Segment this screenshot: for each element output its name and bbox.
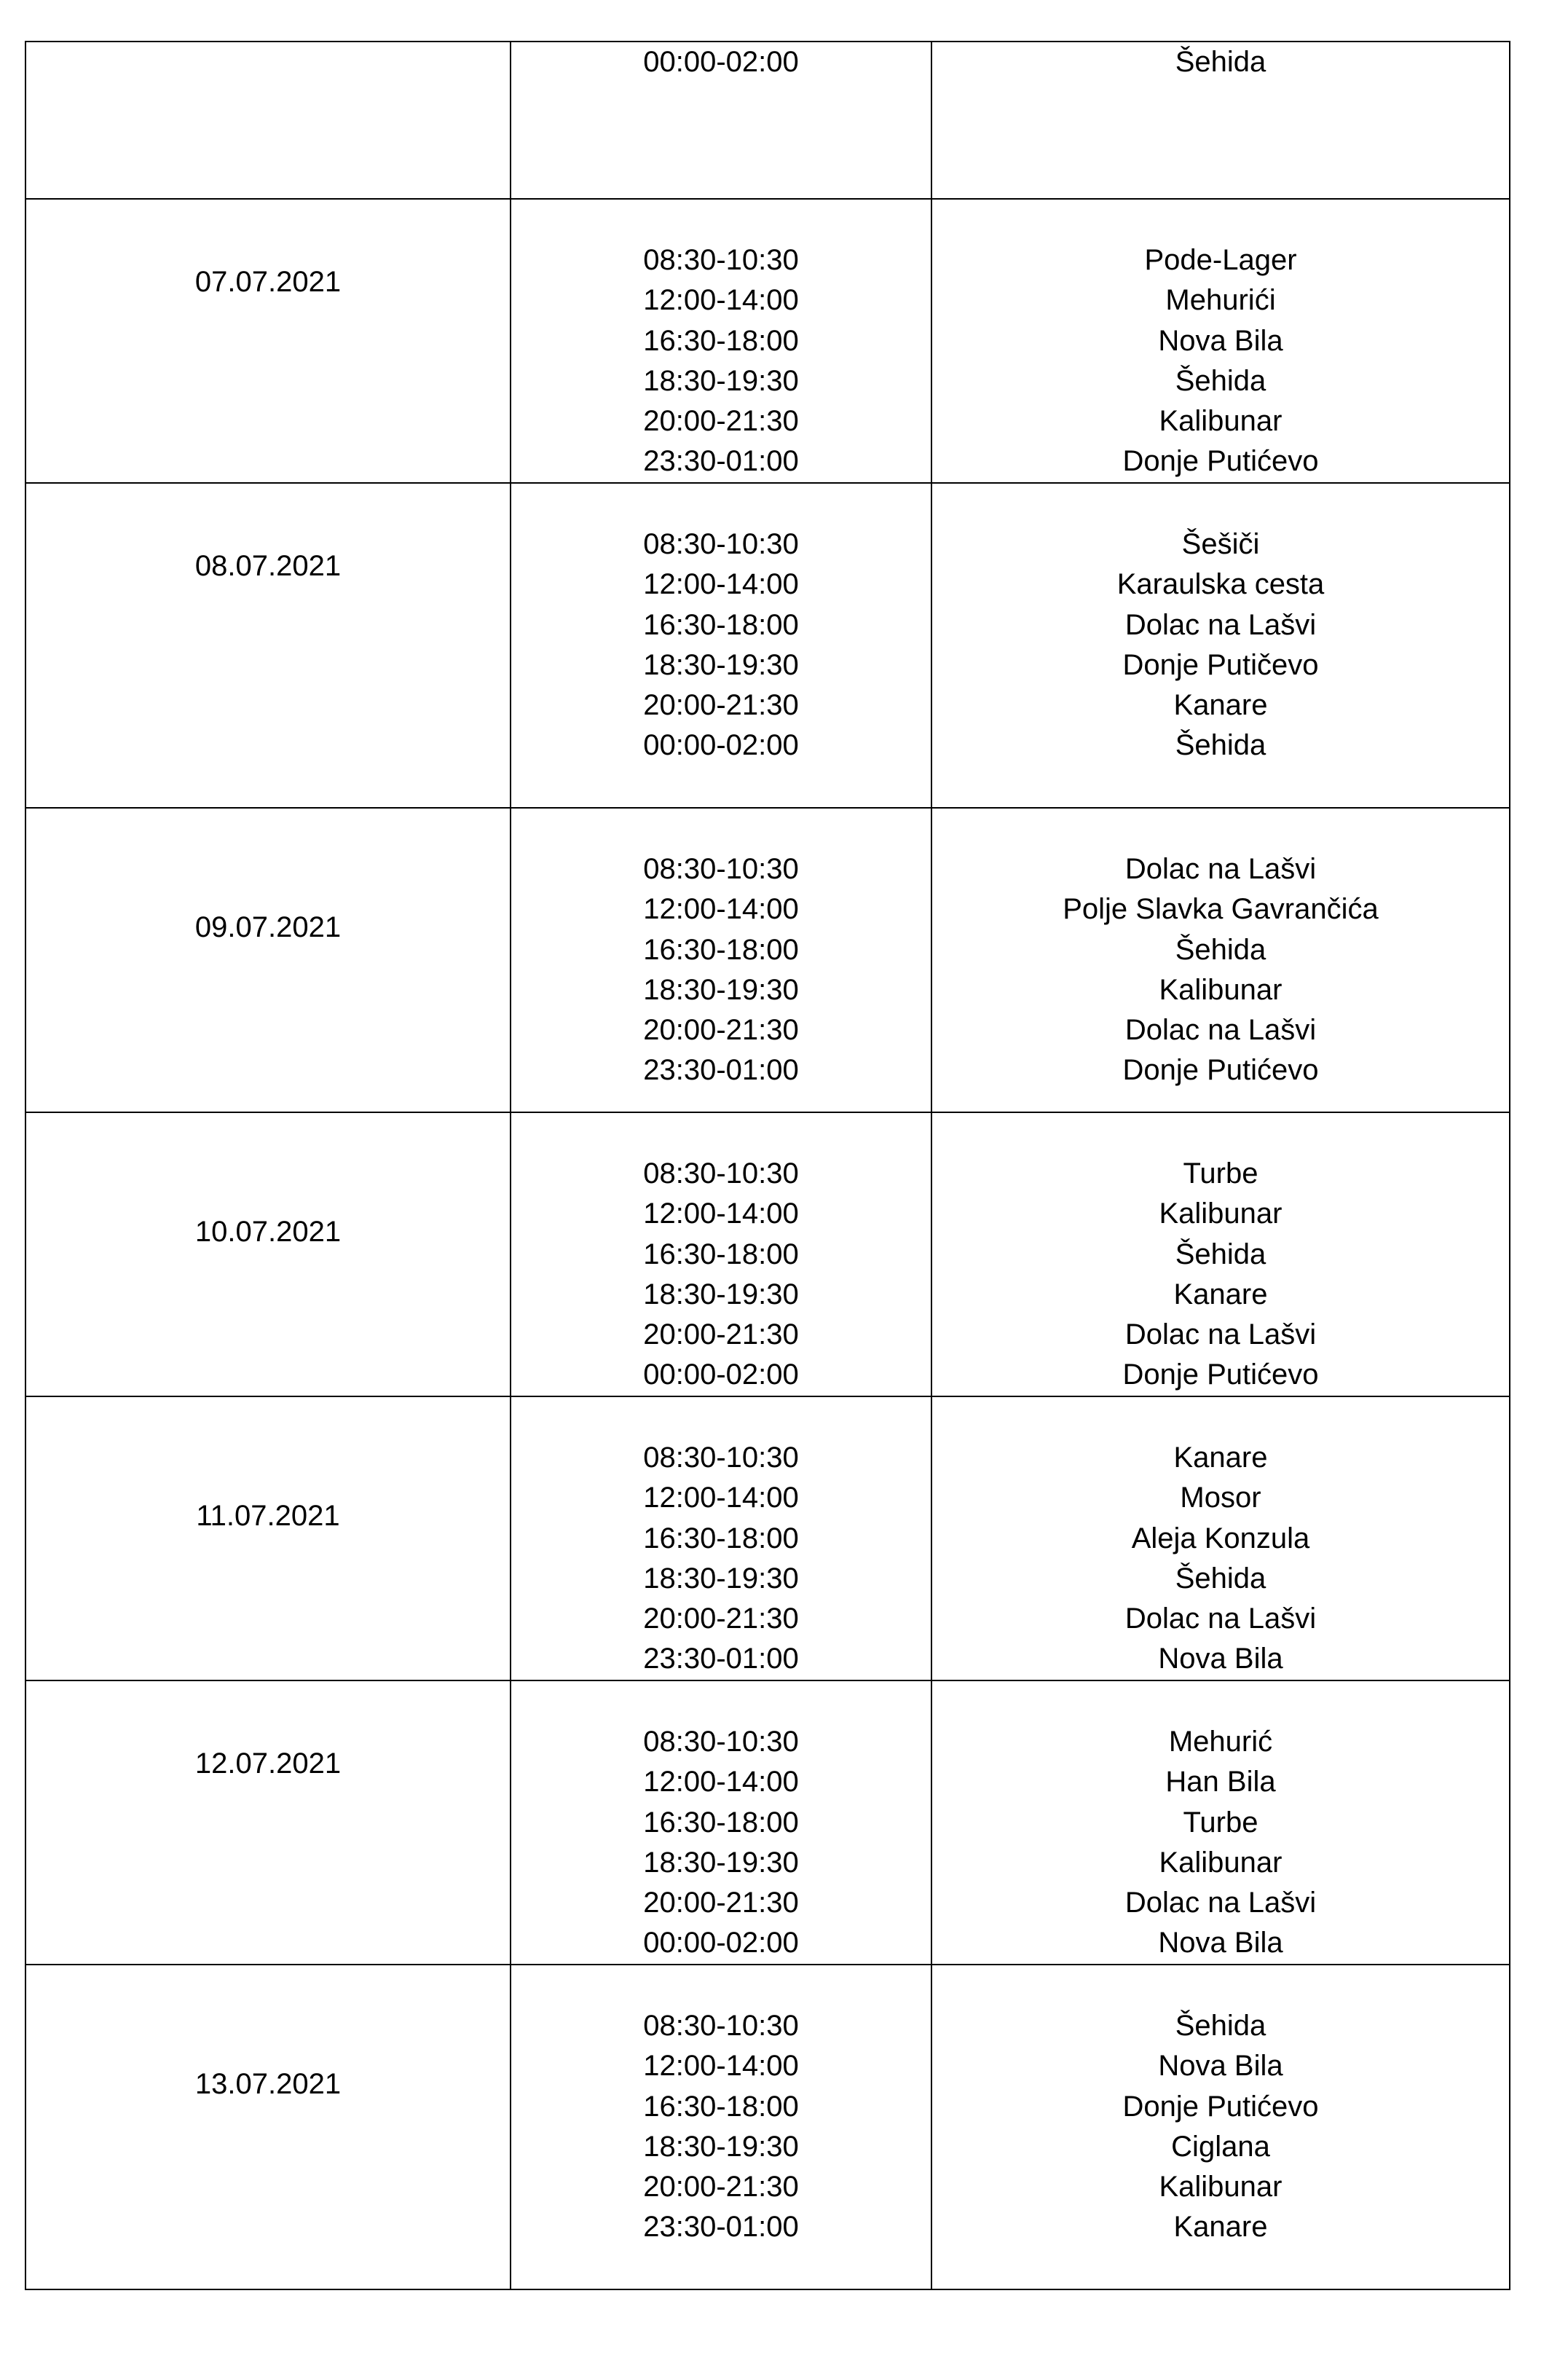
- time-slot: 18:30-19:30: [643, 1846, 799, 1879]
- time-slot: 12:00-14:00: [643, 1766, 799, 1798]
- time-slot: 18:30-19:30: [643, 2130, 799, 2163]
- date-text: 11.07.2021: [196, 1500, 340, 1532]
- location: Nova Bila: [1158, 2050, 1283, 2083]
- time-slot: 08:30-10:30: [643, 1157, 799, 1190]
- location: Dolac na Lašvi: [1124, 608, 1317, 641]
- time-slot: 20:00-21:30: [643, 689, 799, 722]
- location: Mosor: [1180, 1482, 1261, 1514]
- location: Dolac na Lašvi: [1124, 1603, 1317, 1635]
- location: Šešiči: [1181, 528, 1260, 560]
- location: Šehida: [1175, 364, 1266, 397]
- time-slot: 00:00-02:00: [643, 1359, 799, 1391]
- time-slot: 20:00-21:30: [643, 1318, 799, 1351]
- date-cell: [25, 42, 511, 199]
- time-slot: 16:30-18:00: [643, 933, 799, 966]
- time-slot: 18:30-19:30: [643, 648, 799, 681]
- time-slot: 16:30-18:00: [643, 324, 799, 357]
- location: Kanare: [1173, 1442, 1268, 1474]
- time-slot: 20:00-21:30: [643, 405, 799, 438]
- location: Mehurići: [1165, 284, 1276, 317]
- location: Karaulska cesta: [1116, 568, 1325, 601]
- date-cell: [25, 483, 511, 808]
- time-slot: 08:30-10:30: [643, 2010, 799, 2042]
- location: Nova Bila: [1158, 324, 1283, 357]
- time-slot: 08:30-10:30: [643, 1442, 799, 1474]
- location: Turbe: [1183, 1157, 1258, 1190]
- location: Kalibunar: [1159, 405, 1283, 438]
- location: Donje Putićevo: [1122, 1054, 1319, 1087]
- location: Kanare: [1173, 689, 1268, 722]
- location: Donje Putičevo: [1122, 648, 1319, 681]
- location-cell: [931, 808, 1510, 1112]
- location-cell: [931, 1396, 1510, 1680]
- location: Kalibunar: [1159, 2171, 1283, 2203]
- time-slot: 00:00-02:00: [643, 46, 799, 78]
- location: Šehida: [1175, 46, 1266, 78]
- date-text: 08.07.2021: [194, 550, 342, 582]
- time-cell: [511, 199, 931, 483]
- time-slot: 12:00-14:00: [643, 893, 799, 926]
- location: Pode-Lager: [1144, 244, 1297, 276]
- date-cell: [25, 1965, 511, 2289]
- time-slot: 18:30-19:30: [643, 1562, 799, 1595]
- time-slot: 08:30-10:30: [643, 1726, 799, 1758]
- location: Kanare: [1173, 1278, 1268, 1310]
- location: Nova Bila: [1158, 1643, 1283, 1675]
- location: Šehida: [1175, 1238, 1266, 1270]
- location: Ciglana: [1171, 2130, 1270, 2163]
- table-row: [25, 1680, 1510, 1965]
- time-cell: [511, 1680, 931, 1965]
- location: Kalibunar: [1159, 1846, 1283, 1879]
- date-cell: [25, 1680, 511, 1965]
- time-slot: 12:00-14:00: [643, 284, 799, 317]
- location: Dolac na Lašvi: [1124, 1014, 1317, 1047]
- time-slot: 20:00-21:30: [643, 1014, 799, 1047]
- date-cell: [25, 1396, 511, 1680]
- location: Polje Slavka Gavrančića: [1063, 893, 1379, 926]
- location: Donje Putićevo: [1122, 1359, 1319, 1391]
- table-row: [25, 1965, 1510, 2289]
- time-slot: 12:00-14:00: [643, 568, 799, 601]
- date-cell: [25, 199, 511, 483]
- location: Mehurić: [1168, 1726, 1273, 1758]
- location: Dolac na Lašvi: [1124, 1887, 1317, 1919]
- location: Turbe: [1183, 1806, 1258, 1839]
- time-cell: [511, 483, 931, 808]
- time-slot: 16:30-18:00: [643, 2090, 799, 2123]
- location-cell: [931, 42, 1510, 199]
- date-cell: [25, 808, 511, 1112]
- time-slot: 08:30-10:30: [643, 244, 799, 276]
- location: Šehida: [1175, 1562, 1266, 1595]
- table-row: [25, 1112, 1510, 1396]
- location-cell: [931, 483, 1510, 808]
- location: Kalibunar: [1159, 973, 1283, 1006]
- time-slot: 23:30-01:00: [643, 2211, 799, 2244]
- time-cell: [511, 1112, 931, 1396]
- time-slot: 16:30-18:00: [643, 1806, 799, 1839]
- location: Kanare: [1173, 2211, 1268, 2244]
- location: Dolac na Lašvi: [1124, 1318, 1317, 1351]
- location: Dolac na Lašvi: [1124, 853, 1317, 885]
- time-slot: 08:30-10:30: [643, 528, 799, 560]
- time-slot: 23:30-01:00: [643, 445, 799, 478]
- time-slot: 12:00-14:00: [643, 1198, 799, 1230]
- time-slot: 16:30-18:00: [643, 608, 799, 641]
- schedule-body: [25, 42, 1510, 2289]
- date-text: 10.07.2021: [194, 1216, 342, 1248]
- location: Šehida: [1175, 729, 1266, 762]
- location: Šehida: [1175, 933, 1266, 966]
- date-text: 12.07.2021: [194, 1747, 342, 1780]
- location-cell: [931, 1680, 1510, 1965]
- time-slot: 12:00-14:00: [643, 2050, 799, 2083]
- time-cell: [511, 1396, 931, 1680]
- location: Donje Putićevo: [1122, 445, 1319, 478]
- location: Han Bila: [1165, 1766, 1276, 1798]
- date-text: 13.07.2021: [194, 2068, 342, 2100]
- location: Donje Putićevo: [1122, 2090, 1319, 2123]
- location: Nova Bila: [1158, 1927, 1283, 1959]
- location-cell: [931, 1965, 1510, 2289]
- location: Aleja Konzula: [1131, 1522, 1310, 1554]
- time-slot: 23:30-01:00: [643, 1054, 799, 1087]
- location-cell: [931, 199, 1510, 483]
- schedule-table: [25, 41, 1510, 2290]
- time-slot: 00:00-02:00: [643, 729, 799, 762]
- time-slot: 08:30-10:30: [643, 853, 799, 885]
- time-slot: 16:30-18:00: [643, 1522, 799, 1554]
- time-slot: 18:30-19:30: [643, 1278, 799, 1310]
- time-slot: 20:00-21:30: [643, 1887, 799, 1919]
- table-row: [25, 199, 1510, 483]
- time-slot: 12:00-14:00: [643, 1482, 799, 1514]
- time-slot: 18:30-19:30: [643, 364, 799, 397]
- time-slot: 00:00-02:00: [643, 1927, 799, 1959]
- table-row: [25, 808, 1510, 1112]
- location-cell: [931, 1112, 1510, 1396]
- time-slot: 18:30-19:30: [643, 973, 799, 1006]
- date-text: 07.07.2021: [194, 266, 342, 298]
- time-cell: [511, 808, 931, 1112]
- time-slot: 20:00-21:30: [643, 2171, 799, 2203]
- time-cell: [511, 1965, 931, 2289]
- time-cell: [511, 42, 931, 199]
- location: Šehida: [1175, 2010, 1266, 2042]
- date-cell: [25, 1112, 511, 1396]
- date-text: 09.07.2021: [194, 911, 342, 943]
- table-row: [25, 1396, 1510, 1680]
- time-slot: 16:30-18:00: [643, 1238, 799, 1270]
- time-slot: 20:00-21:30: [643, 1603, 799, 1635]
- time-slot: 23:30-01:00: [643, 1643, 799, 1675]
- table-row: [25, 42, 1510, 199]
- location: Kalibunar: [1159, 1198, 1283, 1230]
- table-row: [25, 483, 1510, 808]
